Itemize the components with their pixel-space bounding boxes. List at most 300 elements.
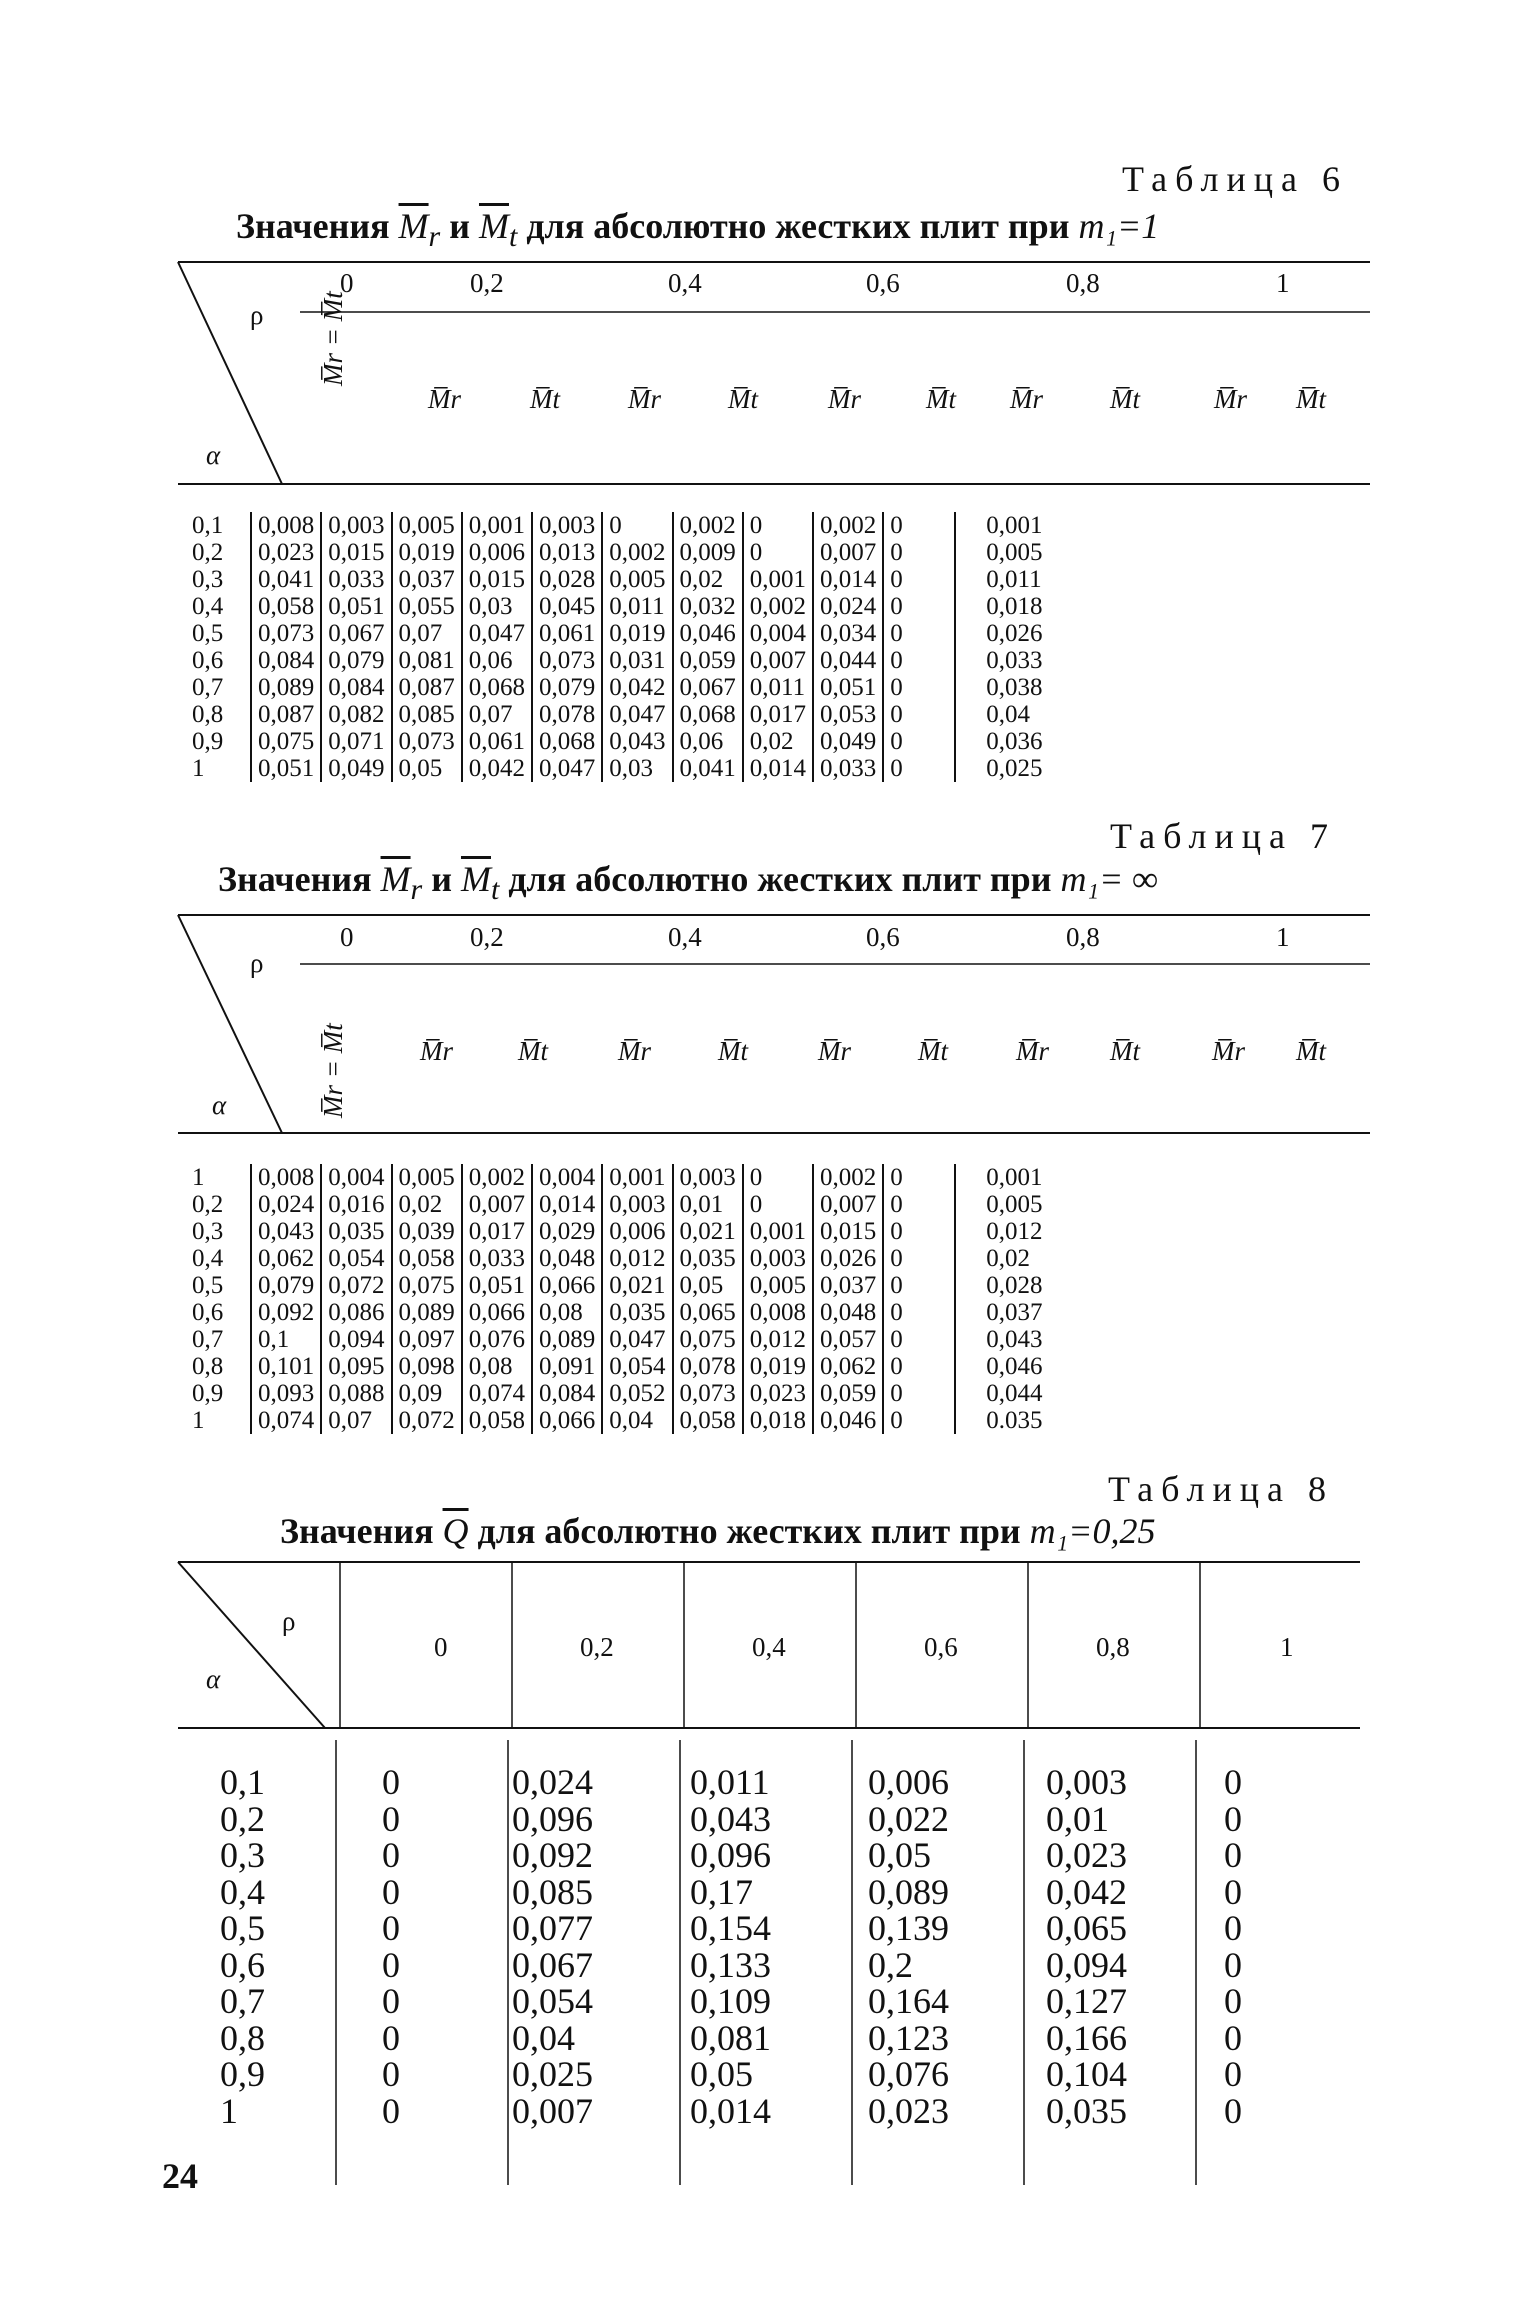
table6-row [192,539,1049,566]
table7-cell: 0,052 [602,1380,672,1407]
table6-cell: 0,061 [532,620,602,647]
table6-cell: 0,011 [743,674,813,701]
table6-cond: m₁=1 [1078,206,1160,246]
table6-cell: 0,011 [955,566,1048,593]
table6-cell: 0,079 [321,647,391,674]
table6-row [192,701,1049,728]
table6-cell: 0,015 [462,566,532,593]
table6-sub-mr-02: M̅r [428,384,461,414]
table7-sub-mr-08: M̅r [1016,1036,1049,1066]
table7-cell: 0,08 [462,1353,532,1380]
table8-alpha-cell: 0,4 [220,1871,265,1912]
table6-cell: 0,033 [813,755,883,782]
table8-cell: 0 [382,1981,400,2021]
table8-corner-alpha: α [206,1664,221,1694]
table8-rho-0: 0 [434,1632,448,1662]
table7-cell: 0,002 [462,1164,532,1191]
table6-cell: 0,043 [602,728,672,755]
table6-col0-label: M̅r = M̅t [318,291,348,386]
table8-alpha-cell: 0,9 [220,2054,265,2094]
table6-cell: 0,024 [813,593,883,620]
table8-alpha-cell: 0,3 [220,1835,265,1875]
table6-cell: 0,007 [743,647,813,674]
table8-cell: 0 [382,1908,400,1948]
table6-cell: 0,008 [251,512,321,539]
table8-cell: 0 [382,1798,400,1839]
table8-cell: 0 [1224,1944,1242,1985]
table8-cell: 0,085 [512,1871,593,1912]
table8-row [206,1947,1390,1984]
table6-cell: 0,045 [532,593,602,620]
table8-body [206,1764,1390,2129]
table6-alpha-cell: 0,4 [192,593,224,620]
table7-cell: 0 [883,1245,955,1272]
table6-alpha-cell: 0,3 [192,566,224,593]
table6-row [192,755,1049,782]
table6-cell: 0 [883,674,955,701]
table7-rho-02: 0,2 [470,922,504,952]
table7-sub-mt-06: M̅t [918,1036,948,1066]
table8-cell: 0 [1224,1871,1242,1912]
table6-cell: 0,036 [955,728,1048,755]
table6-cell: 0,018 [955,593,1048,620]
table7-row [192,1353,1049,1380]
table8-cell: 0 [1224,1908,1242,1948]
table6-cell: 0,084 [321,674,391,701]
table8-title [280,1510,1155,1552]
table6-cell: 0,028 [532,566,602,593]
table8-alpha-cell: 0,5 [220,1908,265,1948]
table7-cell: 0,004 [321,1164,391,1191]
table6-mid: и [440,206,479,246]
table6-cell: 0,087 [392,674,462,701]
table6-cell: 0,02 [743,728,813,755]
table6-sub1: r [428,220,441,254]
table7-sub-mt-04: M̅t [718,1036,748,1066]
table8-cell: 0,011 [690,1762,770,1802]
table6-cell: 0,067 [321,620,391,647]
table6-cell: 0,047 [462,620,532,647]
table7-cell: 0,005 [392,1164,462,1191]
table6-body [192,512,1049,782]
table7-cell: 0,08 [532,1299,602,1326]
table6-cell: 0 [883,620,955,647]
table6-row [192,512,1049,539]
table6-cell: 0,031 [602,647,672,674]
table8-cell: 0 [382,1944,400,1985]
table7-cell: 0,058 [462,1407,532,1434]
table6-cell: 0,023 [251,539,321,566]
table6-cell: 0,079 [532,674,602,701]
table6-sub-mr-04: M̅r [628,384,661,414]
table6-cell: 0,068 [462,674,532,701]
table6-cell: 0,061 [462,728,532,755]
table6-cell: 0,047 [602,701,672,728]
table6-cell: 0,084 [251,647,321,674]
table8-cell: 0,054 [512,1981,593,2021]
table6-cell: 0,033 [955,647,1048,674]
table6-cell: 0,07 [392,620,462,647]
table6-sub-mr-1: M̅r [1214,384,1247,414]
table8-cell: 0 [1224,1762,1242,1802]
table7-alpha-cell: 0,6 [192,1299,224,1326]
table7-cell: 0,005 [743,1272,813,1299]
table7-sub-mt-02: M̅t [518,1036,548,1066]
table7-mid: и [422,859,461,899]
table6-cell: 0,041 [673,755,743,782]
table7-cell: 0,035 [602,1299,672,1326]
table7-cell: 0,072 [392,1407,462,1434]
table6-cell: 0,001 [462,512,532,539]
table7-row [192,1272,1049,1299]
table7-sub-mr-02: M̅r [420,1036,453,1066]
table7-cell: 0,04 [602,1407,672,1434]
table8-cell: 0,092 [512,1835,593,1875]
table7-cell: 0,02 [955,1245,1048,1272]
table7-cell: 0,015 [813,1218,883,1245]
table6-cell: 0,046 [673,620,743,647]
table8-cell: 0,077 [512,1908,593,1948]
table7-cell: 0,044 [955,1380,1048,1407]
table7-cell: 0,043 [251,1218,321,1245]
table6-sub-mt-08: M̅t [1110,384,1140,414]
table6-cell: 0,059 [673,647,743,674]
table6-rho-08: 0,8 [1066,268,1100,298]
table8-cell: 0,17 [690,1871,753,1912]
table8-cell: 0,006 [868,1762,949,1802]
table8-cell: 0,007 [512,2090,593,2131]
table7-cell: 0,048 [532,1245,602,1272]
table8-cell: 0,096 [512,1798,593,1839]
table6-cell: 0,014 [813,566,883,593]
table7-cell: 0 [883,1272,955,1299]
table8-cell: 0,05 [868,1835,931,1875]
table7-cell: 0,007 [462,1191,532,1218]
table6-cell: 0,053 [813,701,883,728]
table6-row [192,620,1049,647]
table6-cell: 0,019 [392,539,462,566]
table7-cell: 0,007 [813,1191,883,1218]
table8-cond: m₁=0,25 [1029,1511,1156,1551]
table7-label: Таблица 7 [1110,816,1336,856]
table6-cell: 0,06 [673,728,743,755]
table7-cell: 0,072 [321,1272,391,1299]
table7-cell: 0,037 [955,1299,1048,1326]
table7-cell: 0,01 [673,1191,743,1218]
table6-cell: 0,001 [955,512,1048,539]
table6-cell: 0,073 [532,647,602,674]
table8-cell: 0,076 [868,2054,949,2094]
table6-cell: 0,033 [321,566,391,593]
table8-cell: 0,109 [690,1981,771,2021]
table7-cell: 0,098 [392,1353,462,1380]
table7-cell: 0,026 [813,1245,883,1272]
table7-cell: 0,046 [813,1407,883,1434]
table6-cell: 0,017 [743,701,813,728]
table7-sym1: $\overline{M}$ [380,859,411,899]
table7-corner-rho: ρ [250,948,264,978]
table6-sub-mt-04: M̅t [728,384,758,414]
table7-cell: 0,062 [251,1245,321,1272]
table7-cell: 0,001 [602,1164,672,1191]
table7-title-post: для абсолютно жестких плит при [499,859,1061,899]
table8-cell: 0,01 [1046,1798,1109,1839]
table8-cell: 0,139 [868,1908,949,1948]
table7-sym2: $\overline{M}$ [460,859,491,899]
table7-cell: 0,003 [602,1191,672,1218]
table6-cell: 0,041 [251,566,321,593]
table7-cell: 0,095 [321,1353,391,1380]
table6-cell: 0,049 [321,755,391,782]
table8-row [206,1874,1390,1911]
table7-cell: 0,091 [532,1353,602,1380]
table6-cell: 0 [883,539,955,566]
table6-cell: 0,009 [673,539,743,566]
table6-sub-mr-06: M̅r [828,384,861,414]
table7-cell: 0,008 [743,1299,813,1326]
table7-cond: m₁= ∞ [1060,859,1158,899]
page-number: 24 [162,2156,198,2196]
table8-cell: 0 [382,1762,400,1802]
table7-alpha-cell: 0,5 [192,1272,224,1299]
table7-cell: 0,054 [602,1353,672,1380]
table8-cell: 0 [1224,2090,1242,2131]
table7-title-pre: Значения [218,859,381,899]
table6-cell: 0,038 [955,674,1048,701]
table7-cell: 0,014 [532,1191,602,1218]
table6-cell: 0,051 [251,755,321,782]
table7-col0-label: M̅r = M̅t [318,1023,348,1118]
table7-cell: 0,003 [743,1245,813,1272]
table6-row [192,566,1049,593]
table6-sym1: $\overline{M}$ [398,206,429,246]
table8-cell: 0 [382,1871,400,1912]
table8-title-pre: Значения [280,1511,443,1551]
table7-cell: 0,019 [743,1353,813,1380]
table6-cell: 0,07 [462,701,532,728]
table6-cell: 0,051 [321,593,391,620]
table6-alpha-cell: 0,8 [192,701,224,728]
table6-alpha-cell: 0,2 [192,539,224,566]
table7-cell: 0,05 [673,1272,743,1299]
table6-cell: 0,068 [532,728,602,755]
table7-cell: 0,006 [602,1218,672,1245]
table7-cell: 0,086 [321,1299,391,1326]
table6-cell: 0 [883,728,955,755]
table8-cell: 0,04 [512,2017,575,2058]
table8-cell: 0 [1224,1981,1242,2021]
table7-cell: 0,097 [392,1326,462,1353]
table8-cell: 0 [1224,2054,1242,2094]
table7-cell: 0,089 [392,1299,462,1326]
table8-row [206,2093,1390,2130]
table6-title-pre: Значения [236,206,399,246]
table7-cell: 0,029 [532,1218,602,1245]
table6-row [192,647,1049,674]
table6-cell: 0,034 [813,620,883,647]
table6-cell: 0,002 [743,593,813,620]
table7-cell: 0,094 [321,1326,391,1353]
table7-corner-alpha: α [212,1090,227,1120]
table6-cell: 0,037 [392,566,462,593]
table6-cell: 0,005 [955,539,1048,566]
table8-title-post: для абсолютно жестких плит при [468,1511,1030,1551]
table6-corner-rho: ρ [250,300,264,330]
table7-cell: 0,078 [673,1353,743,1380]
table6-cell: 0 [883,701,955,728]
table7-cell: 0,075 [392,1272,462,1299]
table6-cell: 0,001 [743,566,813,593]
table6-cell: 0,073 [251,620,321,647]
table7-cell: 0,039 [392,1218,462,1245]
table6-cell: 0,002 [813,512,883,539]
table8-cell: 0,089 [868,1871,949,1912]
table6-cell: 0 [743,539,813,566]
table7-alpha-cell: 0,2 [192,1191,224,1218]
table8-cell: 0,003 [1046,1762,1127,1802]
table7-row [192,1407,1049,1434]
table6-rho-0: 0 [340,268,354,298]
table7-cell: 0,002 [813,1164,883,1191]
table7-sub-mr-1: M̅r [1212,1036,1245,1066]
table7-cell: 0 [743,1164,813,1191]
table8-alpha-cell: 0,1 [220,1762,265,1802]
table6-rho-02: 0,2 [470,268,504,298]
table6-row [192,674,1049,701]
table8-cell: 0,127 [1046,1981,1127,2021]
table8-label: Таблица 8 [1108,1469,1334,1509]
table6-cell: 0,075 [251,728,321,755]
table6-cell: 0,013 [532,539,602,566]
table8-rho-02: 0,2 [580,1632,614,1662]
table6-cell: 0,049 [813,728,883,755]
table8-cell: 0,042 [1046,1871,1127,1912]
table8-row [206,1837,1390,1874]
table6-alpha-cell: 0,7 [192,674,224,701]
table6-alpha-cell: 0,6 [192,647,224,674]
table8-cell: 0,043 [690,1798,771,1839]
table6-sub-mt-06: M̅t [926,384,956,414]
table6-cell: 0,019 [602,620,672,647]
table6-cell: 0,047 [532,755,602,782]
table8-cell: 0 [1224,1798,1242,1839]
table6-cell: 0,068 [673,701,743,728]
table7-sub2: t [490,873,500,907]
table6-cell: 0 [883,593,955,620]
table7-row [192,1299,1049,1326]
table6-cell: 0,015 [321,539,391,566]
table6-cell: 0,011 [602,593,672,620]
table7-rho-06: 0,6 [866,922,900,952]
table7-cell: 0,073 [673,1380,743,1407]
table6-sub-mt-1: M̅t [1296,384,1326,414]
table8-cell: 0 [1224,2017,1242,2058]
table6-cell: 0,085 [392,701,462,728]
table6-rho-04: 0,4 [668,268,702,298]
table6-cell: 0,004 [743,620,813,647]
table7-cell: 0,066 [532,1272,602,1299]
table8-alpha-cell: 0,2 [220,1798,265,1839]
table8-cell: 0,123 [868,2017,949,2058]
table8-row [206,1801,1390,1838]
table7-cell: 0 [883,1191,955,1218]
table7-alpha-cell: 0,8 [192,1353,224,1380]
table8-cell: 0,024 [512,1762,593,1802]
table8-sym: $\overline{Q}$ [442,1511,469,1551]
table7-sub-mr-04: M̅r [618,1036,651,1066]
table6-cell: 0,03 [602,755,672,782]
table6-cell: 0 [883,647,955,674]
table8-row [206,2020,1390,2057]
table8-cell: 0,025 [512,2054,593,2094]
table6-cell: 0,06 [462,647,532,674]
table7-cell: 0,017 [462,1218,532,1245]
table7-alpha-cell: 0,4 [192,1245,224,1272]
table7-alpha-cell: 0,3 [192,1218,224,1245]
table7-cell: 0,003 [673,1164,743,1191]
table6-alpha-cell: 0,1 [192,512,224,539]
table7-cell: 0,062 [813,1353,883,1380]
table8-cell: 0 [382,2017,400,2058]
table8-cell: 0,154 [690,1908,771,1948]
table7-cell: 0,058 [392,1245,462,1272]
table6-cell: 0,025 [955,755,1048,782]
table6-cell: 0,078 [532,701,602,728]
table7-cell: 0 [883,1326,955,1353]
table7-cell: 0,02 [392,1191,462,1218]
table6-label: Таблица 6 [1122,159,1348,199]
table8-rho-04: 0,4 [752,1632,786,1662]
table7-cell: 0,076 [462,1326,532,1353]
table7-cell: 0,012 [602,1245,672,1272]
table6-cell: 0,042 [602,674,672,701]
table7-cell: 0,021 [673,1218,743,1245]
table8-row [206,1764,1390,1801]
table8-alpha-cell: 0,7 [220,1981,265,2021]
table7-row [192,1191,1049,1218]
table7-cell: 0 [883,1164,955,1191]
table7-cell: 0,093 [251,1380,321,1407]
table8-row [206,1983,1390,2020]
table7-body [192,1164,1049,1434]
table8-cell: 0 [382,1835,400,1875]
table7-cell: 0 [883,1407,955,1434]
table8-cell: 0,023 [868,2090,949,2131]
table7-alpha-cell: 0,7 [192,1326,224,1353]
table7-cell: 0,092 [251,1299,321,1326]
table7-cell: 0,001 [955,1164,1048,1191]
table7-cell: 0,1 [251,1326,321,1353]
table8-cell: 0,133 [690,1944,771,1985]
table7-cell: 0,074 [462,1380,532,1407]
table6-alpha-cell: 1 [192,755,205,782]
table6-cell: 0,005 [602,566,672,593]
table7-alpha-cell: 1 [192,1164,205,1191]
table7-cell: 0.035 [955,1407,1048,1434]
table7-cell: 0 [883,1218,955,1245]
table6-sub2: t [508,220,518,254]
table6-cell: 0,005 [392,512,462,539]
table8-cell: 0,067 [512,1944,593,1985]
table6-cell: 0,089 [251,674,321,701]
table7-cell: 0 [883,1299,955,1326]
table6-rho-06: 0,6 [866,268,900,298]
table8-alpha-cell: 0,6 [220,1944,265,1985]
table7-cell: 0,018 [743,1407,813,1434]
table7-cell: 0 [883,1380,955,1407]
table7-rho-1: 1 [1276,922,1290,952]
table7-cell: 0,051 [462,1272,532,1299]
